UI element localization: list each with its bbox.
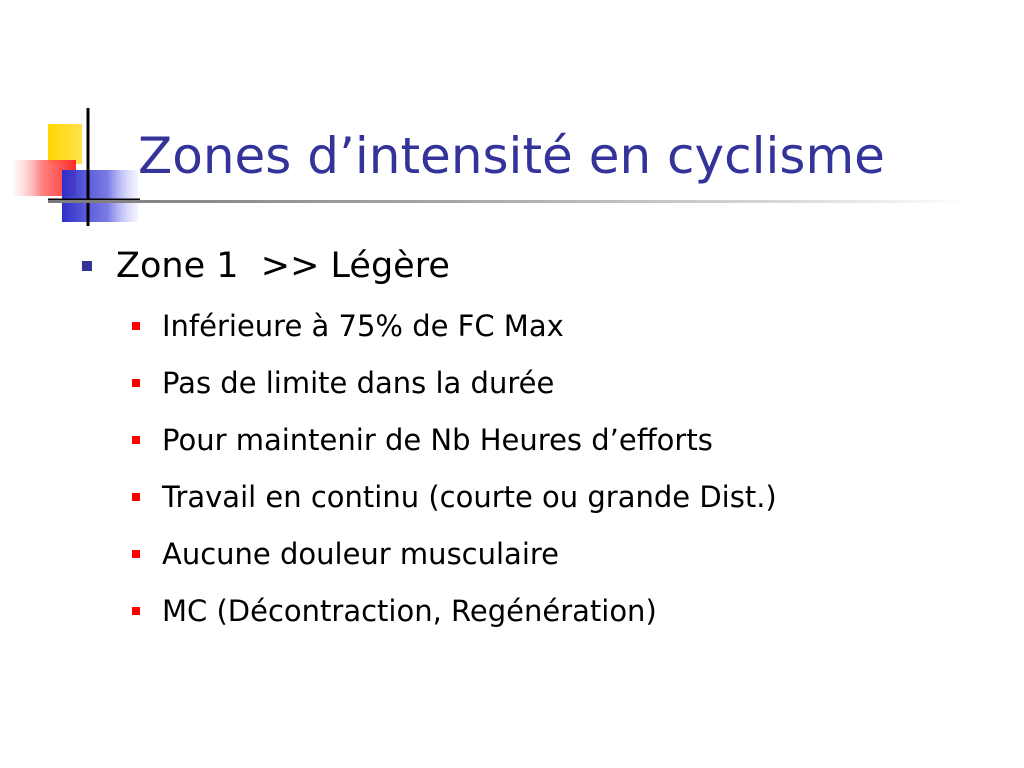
sub-item-text: Pas de limite dans la durée <box>162 366 555 400</box>
square-bullet-icon <box>132 436 140 444</box>
title-underline <box>48 200 968 203</box>
sub-item-text: Travail en continu (courte ou grande Dist.) <box>162 480 777 514</box>
corner-decoration <box>0 0 160 240</box>
sub-item <box>132 418 713 462</box>
square-bullet-icon <box>132 379 140 387</box>
deco-blue-bar <box>62 170 138 222</box>
level1-item <box>82 238 450 294</box>
sub-item-text: MC (Décontraction, Regénération) <box>162 594 657 628</box>
sub-item-text: Inférieure à 75% de FC Max <box>162 309 564 343</box>
sub-item-text: Pour maintenir de Nb Heures d’efforts <box>162 423 713 457</box>
square-bullet-icon <box>132 550 140 558</box>
sub-item <box>132 304 564 348</box>
sub-item <box>132 532 559 576</box>
sub-item <box>132 589 657 633</box>
slide-title: Zones d’intensité en cyclisme <box>138 127 885 185</box>
level1-text: Zone 1 >> Légère <box>116 246 450 286</box>
sub-item <box>132 475 777 519</box>
sub-item-text: Aucune douleur musculaire <box>162 537 560 571</box>
square-bullet-icon <box>132 322 140 330</box>
square-bullet-icon <box>132 493 140 501</box>
sub-item <box>132 361 554 405</box>
square-bullet-icon <box>82 261 92 271</box>
deco-yellow-square <box>48 124 82 164</box>
square-bullet-icon <box>132 607 140 615</box>
